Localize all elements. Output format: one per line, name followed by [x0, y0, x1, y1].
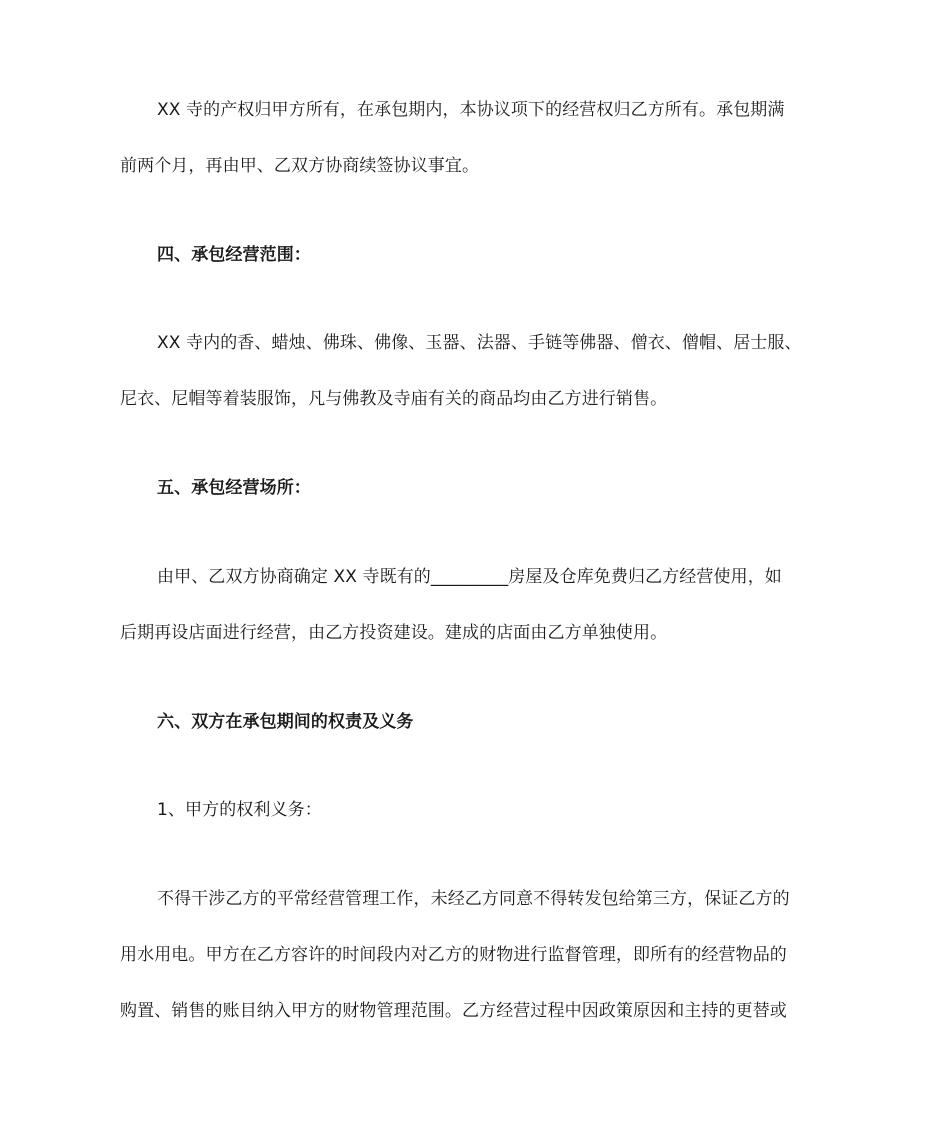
paragraph-property-rights-line-1: XX 寺的产权归甲方所有，在承包期内，本协议项下的经营权归乙方所有。承包期满: [157, 100, 785, 120]
paragraph-party-a-line-2: 用水用电。甲方在乙方容许的时间段内对乙方的财物进行监督管理，即所有的经营物品的: [120, 945, 787, 965]
paragraph-property-rights-line-2: 前两个月，再由甲、乙双方协商续签协议事宜。: [120, 156, 480, 176]
heading-section-5: 五、承包经营场所：: [157, 478, 311, 498]
paragraph-party-a-line-3: 购置、销售的账目纳入甲方的财物管理范围。乙方经营过程中因政策原因和主持的更替或: [120, 1001, 787, 1021]
paragraph-scope-line-2: 尼衣、尼帽等着装服饰，凡与佛教及寺庙有关的商品均由乙方进行销售。: [120, 389, 668, 409]
heading-section-4: 四、承包经营范围：: [157, 245, 311, 265]
paragraph-premises-line-2: 后期再设店面进行经营，由乙方投资建设。建成的店面由乙方单独使用。: [120, 623, 668, 643]
heading-section-6: 六、双方在承包期间的权责及义务: [157, 712, 414, 732]
paragraph-scope-line-1: XX 寺内的香、蜡烛、佛珠、佛像、玉器、法器、手链等佛器、僧衣、僧帽、居士服、: [157, 333, 802, 353]
paragraph-premises-line-1: 由甲、乙双方协商确定 XX 寺既有的_________房屋及仓库免费归乙方经营使用，如: [157, 567, 782, 587]
subheading-party-a-rights: 1、甲方的权利义务：: [157, 800, 322, 820]
paragraph-party-a-line-1: 不得干涉乙方的平常经营管理工作，未经乙方同意不得转发包给第三方，保证乙方的: [157, 889, 790, 909]
